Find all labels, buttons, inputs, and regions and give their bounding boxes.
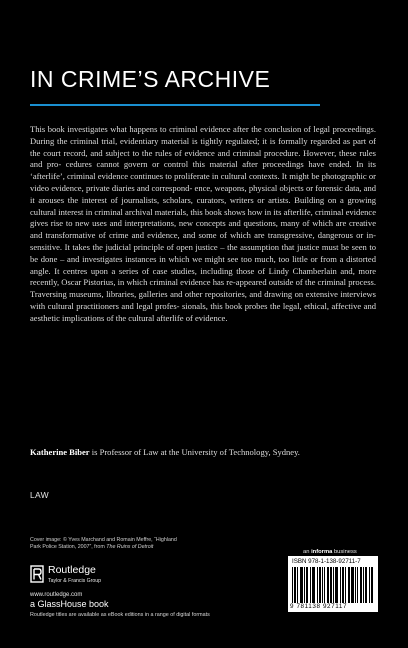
barcode-bar	[301, 567, 302, 603]
barcode-bar	[360, 567, 361, 603]
blurb-line: case studies, including those of Lindy Chamberlain and, more recently, Oscar	[30, 265, 376, 288]
barcode-bar	[345, 567, 346, 603]
cover-credit-line1: Cover image: © Yves Marchand and Romain Meffre, “Highland	[30, 537, 177, 543]
barcode-bar	[348, 567, 349, 603]
barcode-bar	[353, 567, 354, 603]
blurb-line: of the cultural afterlife of evidence.	[106, 312, 228, 323]
barcode-bar	[343, 567, 344, 603]
cover-credit-work-title: The Ruins of Detroit	[106, 544, 154, 550]
barcode-bar	[322, 567, 323, 603]
barcode-bar	[307, 567, 308, 603]
blurb-paragraph	[30, 124, 376, 325]
blurb-line: It might be photographic or video evidence, private diaries and correspond-	[30, 171, 376, 193]
barcode-bar	[337, 567, 338, 603]
barcode-bar	[355, 567, 356, 603]
blurb-line: the rules of evidence and criminal procedure. However, these rules and pro-	[30, 147, 376, 170]
title-rule	[30, 104, 320, 106]
blurb-line: cultural interest in criminal archival materials, this book shows how in its	[30, 206, 282, 217]
barcode-bar	[331, 567, 332, 603]
barcode-graphic	[292, 567, 374, 603]
blurb-line: ence, weapons, physical objects or forensic data, and it arouses the interest	[30, 182, 376, 205]
barcode-bar	[349, 567, 350, 603]
barcode-bar	[357, 567, 358, 603]
routledge-logo-icon	[30, 565, 44, 583]
barcode-bar	[351, 567, 352, 603]
blurb-line: regulated; it is formally regarded as part of the court record, and subject to	[30, 135, 377, 158]
blurb-line: crime and evidence, and some of which are transgressive, dangerous or in-	[108, 230, 376, 241]
barcode-bar	[336, 567, 337, 603]
cover-credit-line2: Park Police Station, 2007”, from	[30, 544, 107, 550]
author-bio	[30, 447, 376, 459]
blurb-line: justice must be seen to be done – and investigates instances in which we might	[30, 241, 377, 264]
publisher-url: www.routledge.com	[30, 592, 83, 598]
subject-category: LAW	[30, 490, 50, 500]
blurb-line: Pistorius, in which criminal evidence has re-appeared outside of the criminal	[83, 277, 347, 288]
barcode-bar	[297, 567, 298, 603]
author-name: Katherine Biber	[30, 447, 90, 457]
publisher-name: Routledge	[48, 564, 96, 576]
blurb-line: see too much, too little or from a distorted angle. It centres upon a series of	[30, 253, 376, 276]
blurb-line: sionals, this book probes the legal, ethical, affective and aesthetic implications	[30, 300, 376, 323]
barcode-bar	[319, 567, 320, 603]
blurb-line: of legal proceedings. During the criminal trial, evidentiary material is tightly	[30, 124, 377, 146]
barcode-bar	[313, 567, 314, 603]
isbn-text: ISBN 978-1-138-92711-7	[292, 558, 361, 565]
barcode-bar	[365, 567, 366, 603]
barcode-bar	[300, 567, 301, 603]
author-description: is Professor of Law at the University of Technology, Sydney.	[89, 447, 300, 457]
barcode-bar	[317, 567, 318, 603]
barcode-bar	[369, 567, 370, 603]
barcode-bar	[312, 567, 313, 603]
informa-prefix: an	[303, 549, 312, 555]
barcode-bar	[295, 567, 296, 603]
imprint-label: a GlassHouse book	[30, 599, 109, 609]
informa-label	[303, 549, 357, 555]
barcode-bar	[335, 567, 336, 603]
blurb-line: In its ‘afterlife’, criminal evidence continues to proliferate in cultural contexts.	[30, 159, 376, 182]
blurb-line: This book investigates what happens to criminal evidence after the conclusion	[30, 124, 302, 134]
barcode-bar	[340, 567, 341, 603]
barcode-bar	[320, 567, 321, 603]
cover-credit	[30, 537, 240, 551]
blurb-line: process. Traversing museums, libraries, galleries and other repositories, and	[30, 277, 377, 300]
barcode-bar	[342, 567, 343, 603]
barcode-bar	[302, 567, 303, 603]
barcode-bar	[327, 567, 328, 603]
informa-brand: informa	[311, 549, 333, 555]
barcode-bar	[292, 567, 293, 603]
barcode-digits: 9 781138 927117	[290, 603, 348, 610]
barcode-bar	[304, 567, 305, 603]
barcode-bar	[361, 567, 362, 603]
barcode-bar	[328, 567, 329, 603]
blurb-line: cedures cannot govern or control this material after proceedings have ended.	[65, 159, 352, 170]
barcode-bar	[306, 567, 307, 603]
publisher-group: Taylor & Francis Group	[48, 578, 102, 584]
barcode-bar	[294, 567, 295, 603]
barcode-bar	[366, 567, 367, 603]
book-title: IN CRIME’S ARCHIVE	[30, 66, 271, 92]
barcode-bar	[314, 567, 315, 603]
barcode-bar	[324, 567, 325, 603]
barcode-bar	[330, 567, 331, 603]
blurb-line: concepts and questions, many of which are creative and transformative of	[30, 218, 376, 241]
informa-suffix: business	[332, 549, 357, 555]
barcode-bar	[333, 567, 334, 603]
blurb-line: drawing on extensive interviews with cultural practitioners and legal profes-	[30, 289, 377, 311]
barcode-bar	[372, 567, 373, 603]
ebook-notice: Routledge titles are available as eBook editions in a range of digital formats	[30, 612, 210, 618]
blurb-line: afterlife, criminal evidence gives rise to new uses and interpretations, new	[30, 206, 376, 229]
blurb-line: of journalists, scholars, curators, writers or artists. Building on a growing	[110, 194, 376, 205]
blurb-line: sensitive. It takes the judicial principle of open justice – the assumption that	[30, 241, 295, 252]
barcode-bar	[310, 567, 311, 603]
barcode-bar	[363, 567, 364, 603]
barcode-panel	[288, 556, 378, 612]
barcode-bar	[352, 567, 353, 603]
barcode-bar	[371, 567, 372, 603]
